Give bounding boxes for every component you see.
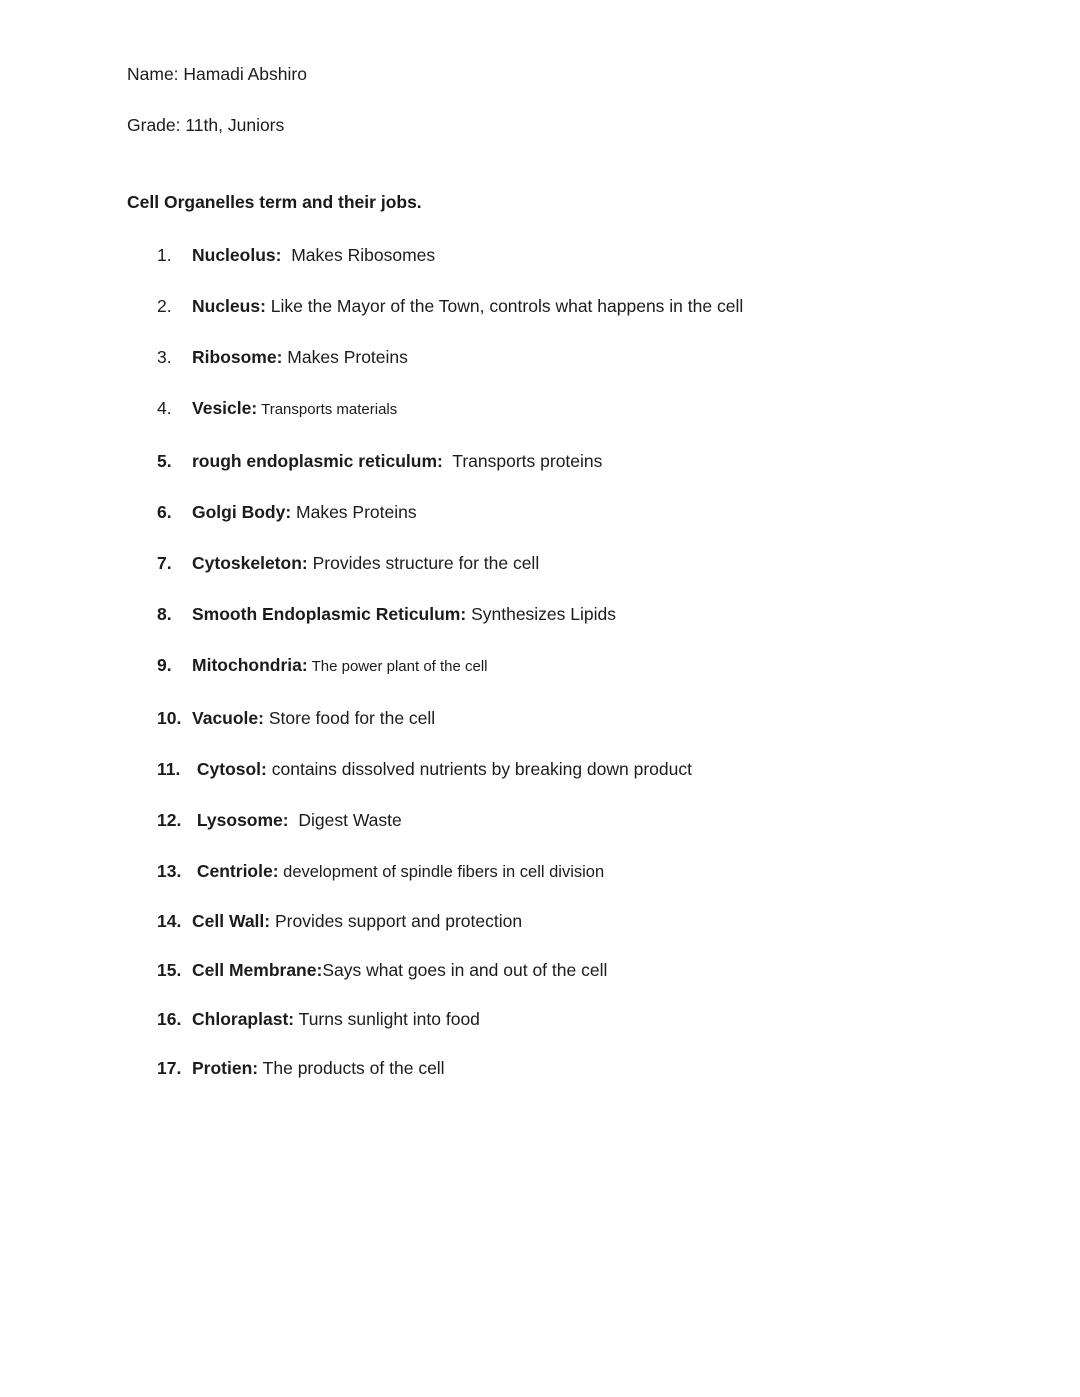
- item-term: Vacuole:: [192, 708, 264, 728]
- list-item-3: [127, 347, 1000, 367]
- item-content: [192, 245, 1000, 265]
- item-description: Transports materials: [257, 401, 398, 418]
- item-term: rough endoplasmic reticulum:: [192, 451, 443, 471]
- item-number: 9.: [157, 655, 172, 675]
- item-content: [192, 708, 1000, 728]
- item-content: [192, 759, 1000, 779]
- list-item-2: [127, 296, 1000, 316]
- item-number: 16.: [157, 1009, 182, 1029]
- item-description: Turns sunlight into food: [294, 1009, 480, 1029]
- item-description: The power plant of the cell: [307, 658, 488, 675]
- item-number: 10.: [157, 708, 182, 728]
- item-content: [192, 296, 1000, 316]
- item-content: [192, 1058, 1000, 1078]
- list-item-15: [127, 960, 1000, 980]
- list-item-12: [127, 810, 1000, 830]
- item-content: [192, 398, 1000, 420]
- item-description: contains dissolved nutrients by breaking down product: [266, 759, 692, 779]
- item-description: Provides support and protection: [270, 911, 523, 931]
- item-description: Makes Proteins: [282, 347, 408, 367]
- item-description: Transports proteins: [442, 451, 603, 471]
- list-item-1: [127, 245, 1000, 265]
- list-item-9: [127, 655, 1000, 677]
- item-term: Cell Membrane:: [192, 960, 323, 980]
- item-content: [192, 1009, 1000, 1029]
- grade-line: Grade: 11th, Juniors: [127, 115, 285, 135]
- item-description: The products of the cell: [258, 1058, 445, 1078]
- list-item-8: [127, 604, 1000, 624]
- item-term: Cytoskeleton:: [192, 553, 308, 573]
- item-number: 5.: [157, 451, 172, 471]
- item-content: [192, 861, 1000, 882]
- item-number: 13.: [157, 861, 182, 881]
- item-term: Cytosol:: [192, 759, 267, 779]
- item-description: Synthesizes Lipids: [466, 604, 617, 624]
- list-item-16: [127, 1009, 1000, 1029]
- item-content: [192, 810, 1000, 830]
- item-description: Makes Ribosomes: [281, 245, 436, 265]
- name-line: Name: Hamadi Abshiro: [127, 64, 307, 84]
- organelle-list: [127, 245, 1000, 1078]
- item-description: Like the Mayor of the Town, controls what happens in the cell: [265, 296, 744, 316]
- item-number: 4.: [157, 398, 172, 418]
- item-description: Says what goes in and out of the cell: [322, 960, 608, 980]
- item-content: [192, 347, 1000, 367]
- item-term: Smooth Endoplasmic Reticulum:: [192, 604, 467, 624]
- item-term: Ribosome:: [192, 347, 283, 367]
- list-item-14: [127, 911, 1000, 931]
- item-content: [192, 553, 1000, 573]
- list-item-6: [127, 502, 1000, 522]
- item-term: Chloraplast:: [192, 1009, 295, 1029]
- item-content: [192, 911, 1000, 931]
- item-content: [192, 604, 1000, 624]
- list-item-13: [127, 861, 1000, 882]
- item-number: 7.: [157, 553, 172, 573]
- item-number: 6.: [157, 502, 172, 522]
- item-number: 11.: [157, 759, 181, 779]
- item-description: Makes Proteins: [291, 502, 417, 522]
- item-content: [192, 451, 1000, 471]
- item-number: 15.: [157, 960, 182, 980]
- item-term: Vesicle:: [192, 398, 258, 418]
- item-number: 17.: [157, 1058, 182, 1078]
- list-item-10: [127, 708, 1000, 728]
- item-number: 12.: [157, 810, 182, 830]
- item-term: Golgi Body:: [192, 502, 292, 522]
- list-item-7: [127, 553, 1000, 573]
- item-content: [192, 502, 1000, 522]
- item-content: [192, 960, 1000, 980]
- item-number: 3.: [157, 347, 172, 367]
- item-number: 8.: [157, 604, 172, 624]
- item-number: 2.: [157, 296, 172, 316]
- item-number: 1.: [157, 245, 172, 265]
- item-term: Mitochondria:: [192, 655, 308, 675]
- list-item-4: [127, 398, 1000, 420]
- item-term: Lysosome:: [192, 810, 289, 830]
- item-description: development of spindle fibers in cell division: [278, 863, 605, 881]
- item-term: Centriole:: [192, 861, 279, 881]
- item-term: Cell Wall:: [192, 911, 271, 931]
- item-term: Nucleolus:: [192, 245, 282, 265]
- item-description: Store food for the cell: [263, 708, 436, 728]
- item-number: 14.: [157, 911, 182, 931]
- item-term: Protien:: [192, 1058, 259, 1078]
- document-title: Cell Organelles term and their jobs.: [127, 192, 422, 212]
- item-description: Digest Waste: [288, 810, 402, 830]
- item-content: [192, 655, 1000, 677]
- list-item-17: [127, 1058, 1000, 1078]
- item-description: Provides structure for the cell: [307, 553, 540, 573]
- item-term: Nucleus:: [192, 296, 266, 316]
- list-item-11: [127, 759, 1000, 779]
- list-item-5: [127, 451, 1000, 471]
